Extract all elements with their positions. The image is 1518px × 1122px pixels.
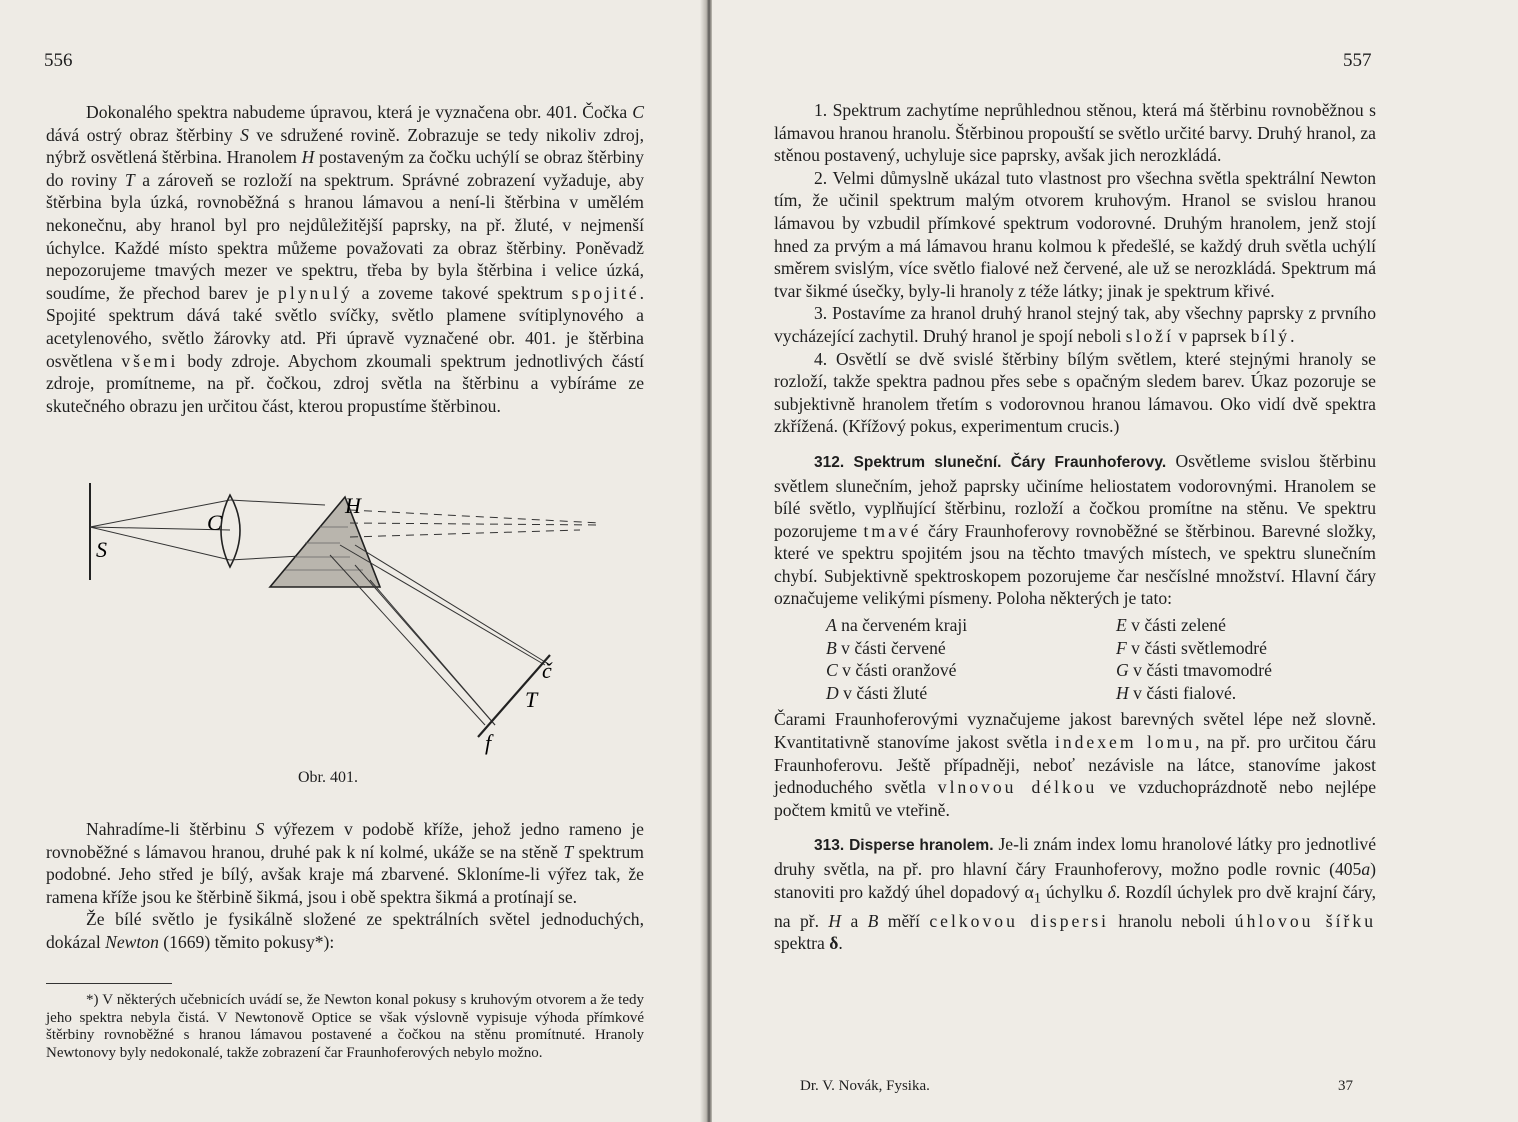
prism-h (270, 497, 380, 587)
figure-401 (80, 475, 620, 765)
paragraph: Nahradíme-li štěrbinu S výřezem v podobě kříže, jehož jedno rameno je rovnoběžné s lámavou hranou, druhé pak k ní kolmé, ukáže se na stěně T spektrum podobné. Jeho střed je bílý, avšak kraje má zbarvené. Skloníme-li výřez tak, že ramena kříže jsou ke štěrbině šikmá, jsou i obě spektra šikmá a protínají se. (46, 819, 644, 907)
table-cell: A na červeném kraji (826, 615, 968, 636)
page-number: 557 (1343, 50, 1372, 71)
left-text-block (46, 101, 644, 417)
footnote: *) V některých učebnicích uvádí se, že Newton konal pokusy s kruhovým otvorem a že tedy jeho spektra nebyla čistá. V Newtonově Optice se však výslovně vypisuje výhoda přímkové štěrbiny rovnoběžné s hranou lámavou postavené a čočkou na stěnu promítnuté. Hranoly Newtonovy byly nedokonalé, takže zobrazení čar Fraunhoferových nebylo možno. (46, 992, 644, 1061)
page-number: 556 (44, 50, 73, 71)
table-cell: F v části světlemodré (1116, 637, 1267, 658)
section-title: Spektrum sluneční. Čáry Fraunhoferovy. (853, 453, 1167, 471)
section-313: 313. Disperse hranolem. Je-li znám index lomu hranolové látky pro jednotlivé druhy světla, na př. pro hlavní čáry Fraunhoferovy, možno podle rovnic (405a) stanoviti pro každý úhel dopadový $\alpha_1$ úchylku δ. Rozdíl úchylek pro dvě krajní čáry, na př. H a B měří celkovou dispersi hranolu neboli úhlovou šířku spektra δ. (774, 834, 1376, 954)
figure-caption: Obr. 401. (298, 769, 358, 786)
label-t: T (525, 687, 538, 712)
list-item: 1. Spektrum zachytíme neprůhlednou stěnou, která má štěrbinu rovnoběžnou s lámavou hranou hranolu. Štěrbinou propouští se světlo určité barvy. Druhý hranol, za stěnou postavený, uchyluje sice paprsky, avšak jich nerozkládá. (774, 100, 1376, 166)
right-text-block (774, 99, 1376, 955)
left-text-block-2 (46, 818, 644, 954)
footer-sheet-number: 37 (1338, 1078, 1353, 1094)
paragraph: Čarami Fraunhoferovými vyznačujeme jakost barevných světel lépe než slovně. Kvantitativně stanovíme jakost světla indexem lomu, na př. pro určitou čáru Fraunhoferovu. Ještě případněji, neboť nezávisle na látce, stanovíme jakost jednoduchého světla vlnovou délkou ve vzduchoprázdnotě nebo nejlépe počtem kmitů ve vteřině. (774, 709, 1377, 820)
label-h: H (345, 493, 361, 518)
section-number: 312. (814, 453, 845, 471)
table-cell: H v části fialové. (1116, 682, 1237, 703)
table-cell: C v části oranžové (826, 660, 957, 681)
table-cell: G v části tmavomodré (1116, 660, 1272, 681)
table-cell: D v části žluté (826, 682, 928, 703)
label-s: S (96, 537, 107, 562)
left-page (0, 0, 706, 1122)
lens-c (221, 495, 240, 567)
section-title: Disperse hranolem. (849, 837, 994, 855)
section-number: 313. (814, 837, 845, 855)
paragraph: Že bílé světlo je fysikálně složené ze spektrálních světel jednoduchých, dokázal Newton (1669) těmito pokusy*): (46, 909, 644, 952)
label-f: f (485, 730, 492, 755)
label-c-hacek: č (542, 658, 552, 683)
list-item: 3. Postavíme za hranol druhý hranol stejný tak, aby všechny paprsky z prvního vycházející zachytil. Druhý hranol je spojí neboli složí v paprsek bílý. (774, 303, 1376, 346)
footer-author: Dr. V. Novák, Fysika. (800, 1078, 930, 1094)
footnote-rule (46, 983, 172, 984)
list-item: 2. Velmi důmyslně ukázal tuto vlastnost pro všechna světla spektrální Newton tím, že učinil spektrum malým otvorem kruhovým. Hranol se svislou hranou lámavou by vzbudil přímkové spektrum vodorovné. Druhým hranolem, jenž stojí hned za prvým a má lámavou hranu kolmou k předešlé, se každý druh světla uchýlí směrem svislým, více světlo fialové než červené, ale už se nerozkládá. Spektrum má tvar šikmé úsečky, byly-li hranoly z téže látky; jinak je spektrum křivé. (774, 167, 1376, 301)
fraunhofer-lines-table (826, 614, 1376, 704)
section-312: 312. Spektrum sluneční. Čáry Fraunhoferovy. Osvětleme svislou štěrbinu světlem slunečním, jehož paprsky učiníme heliostatem vodorovnými. Hranolem se bílé světlo, vyplňující štěrbinu, rozloží a čočkou promítne na stěnu. Ve spektru pozorujeme tmavé čáry Fraunhoferovy rovnoběžné se štěrbinou. Barevné složky, které ve spektru spojitém jsou na těchto tmavých místech, ve spektru slunečním chybí. Subjektivně spektroskopem pozorujeme čar nesčíslné množství. Hlavní čáry označujeme velikými písmeny. Poloha některých je tato: (774, 450, 1376, 609)
list-item: 4. Osvětlí se dvě svislé štěrbiny bílým světlem, které stejnými hranoly se rozloží, takže spektra padnou přes sebe s opačným sledem barev. Úkaz pozoruje se subjektivně hranolem třetím s vodorovnou hranou lámavou. Oko vidí dvě spektra zkřížená. (Křížový pokus, experimentum crucis.) (774, 348, 1376, 437)
screen-t (478, 655, 550, 737)
table-cell: B v části červené (826, 637, 946, 658)
paragraph: Dokonalého spektra nabudeme úpravou, která je vyznačena obr. 401. Čočka C dává ostrý obraz štěrbiny S ve sdružené rovině. Zobrazuje se tedy nikoliv zdroj, nýbrž osvětlená štěrbina. Hranolem H postaveným za čočku uchýlí se obraz štěrbiny do roviny T a zároveň se rozloží na spektrum. Správné zobrazení vyžaduje, aby štěrbina byla úzká, rovnoběžná s hranou lámavou a není-li štěrbina v umělém nekonečnu, aby hranol byl pro nejdůležitější paprsky, na př. žluté, v nejmenší úchylce. Každé místo spektra můžeme považovati za obraz štěrbiny. Poněvadž nepozorujeme tmavých mezer ve spektru, třeba by byla štěrbina i velice úzká, soudíme, že přechod barev je plynulý a zoveme takové spektrum spojité. Spojité spektrum dává také světlo svíčky, světlo plamene svítiplynového a acetylenového, světlo žárovky atd. Při úpravě vyznačené obr. 401. je štěrbina osvětlena všemi body zdroje. Abychom zkoumali spektrum jednotlivých částí zdroje, promítneme, na př. čočkou, zdroj světla na štěrbinu a vybíráme ze skutečného obrazu jen určitou část, kterou propustíme štěrbinou. (46, 102, 645, 416)
table-cell: E v části zelené (1116, 615, 1226, 636)
right-page (712, 0, 1518, 1122)
label-c: C (207, 510, 222, 535)
